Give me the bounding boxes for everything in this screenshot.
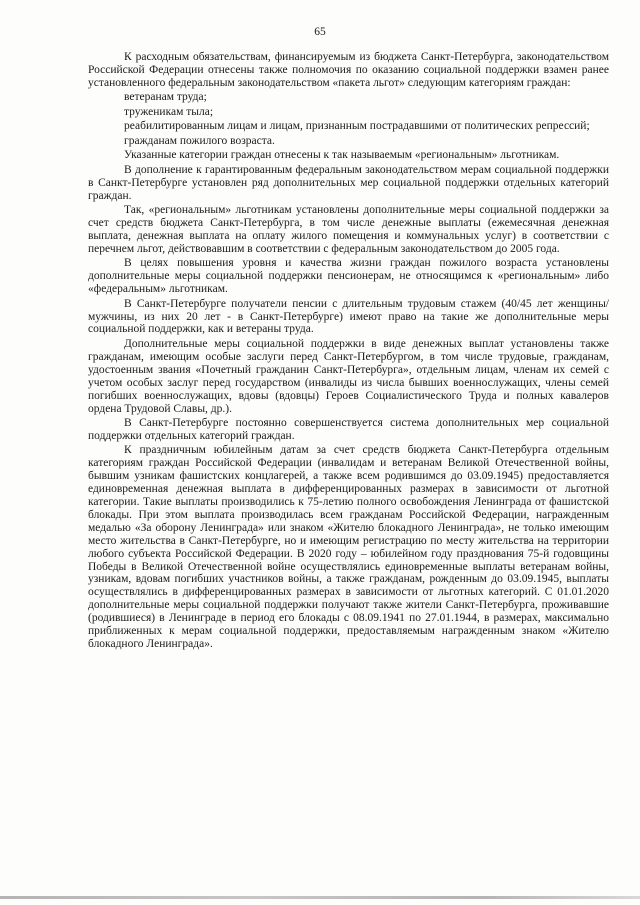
page-number: 65 [314, 26, 326, 38]
paragraph-elderly-quality-of-life: В целях повышения уровня и качества жизни граждан пожилого возраста установлены дополнительные меры социальной поддержки пенсионерам, не относящимся к «региональным» либо «федеральным» льготникам. [88, 257, 609, 296]
paragraph-regional-support: Так, «региональным» льготникам установлены дополнительные меры социальной поддержки за счет средств бюджета Санкт-Петербурга, в том числе денежные выплаты (ежемесячная денежная выплата, денежная выплата на оплату жилого помещения и коммунальных услуг) в соответствии с перечнем льгот, действовавшим в соответствии с федеральным законодательством до 2005 года. [88, 204, 609, 255]
paragraph-special-merits: Дополнительные меры социальной поддержки в виде денежных выплат установлены также гражданам, имеющим особые заслуги перед Санкт-Петербургом, в том числе трудовые, гражданам, удостоенным звания «Почетный гражданин Санкт-Петербурга», отдельным лицам, членам их семей с учетом особых заслуг перед государством (инвалиды из числа бывших военнослужащих, члены семей погибших военнослужащих, вдовы (вдовцы) Героев Социалистического Труда и полных кавалеров ордена Трудовой Славы, др.). [88, 337, 609, 415]
paragraph-expenditure-obligations: К расходным обязательствам, финансируемым из бюджета Санкт-Петербурга, законодательством Российской Федерации отнесены также полномочия по оказанию социальной поддержки взамен ранее установленного федеральным законодательством «пакета льгот» следующим категориям граждан: [88, 51, 609, 89]
list-item-home-front-workers: труженикам тыла; [124, 105, 214, 118]
paragraph-regional-beneficiaries: Указанные категории граждан отнесены к так называемым «региональным» льготникам. [124, 149, 560, 162]
scan-edge-line [0, 896, 640, 899]
paragraph-system-improvement: В Санкт-Петербурге постоянно совершенствуется система дополнительных мер социальной поддержки отдельных категорий граждан. [88, 417, 609, 442]
list-item-rehabilitated-persons: реабилитированным лицам и лицам, признанным пострадавшими от политических репрессий; [124, 120, 590, 133]
paragraph-long-service-pensioners: В Санкт-Петербурге получатели пенсии с длительным трудовым стажем (40/45 лет женщины/мужчины, из них 20 лет - в Санкт-Петербурге) имеют право на такие же дополнительные меры социальной поддержки, как и ветераны труда. [88, 297, 609, 336]
list-item-elderly-citizens: гражданам пожилого возраста. [124, 134, 275, 147]
list-item-labor-veterans: ветеранам труда; [124, 91, 207, 104]
paragraph-additional-measures: В дополнение к гарантированным федеральным законодательством мерам социальной поддержки в Санкт-Петербурге установлен ряд дополнительных мер социальной поддержки отдельных категорий граждан. [88, 163, 609, 202]
paragraph-anniversary-payments: К праздничным юбилейным датам за счет средств бюджета Санкт-Петербурга отдельным категориям граждан Российской Федерации (инвалидам и ветеранам Великой Отечественной войны, бывшим узникам фашистских концлагерей, а также всем родившимся до 03.09.1945) предоставляется единовременная денежная выплата в дифференцированных размерах в зависимости от льготной категории. Такие выплаты производились к 75-летию полного освобождения Ленинграда от фашистской блокады. При этом выплата производилась всем гражданам Российской Федерации, награжденным медалью «За оборону Ленинграда» или знаком «Жителю блокадного Ленинграда», не только имеющим место жительства в Санкт-Петербурге, но и имеющим регистрацию по месту жительства на территории любого субъекта Российской Федерации. В 2020 году – юбилейном году празднования 75-й годовщины Победы в Великой Отечественной войне осуществлялись единовременные выплаты ветеранам войны, узникам, вдовам погибших участников войны, а также гражданам, рожденным до 03.09.1945, выплаты осуществлялись в дифференцированных размерах в зависимости от льготных категорий. С 01.01.2020 дополнительные меры социальной поддержки получают также жители Санкт-Петербурга, проживавшие (родившиеся) в Ленинграде в период его блокады с 08.09.1941 по 27.01.1944, в размерах, максимально приближенных к мерам социальной поддержки, предоставляемым награжденным знаком «Жителю блокадного Ленинграда». [88, 444, 609, 650]
document-body [88, 51, 609, 651]
